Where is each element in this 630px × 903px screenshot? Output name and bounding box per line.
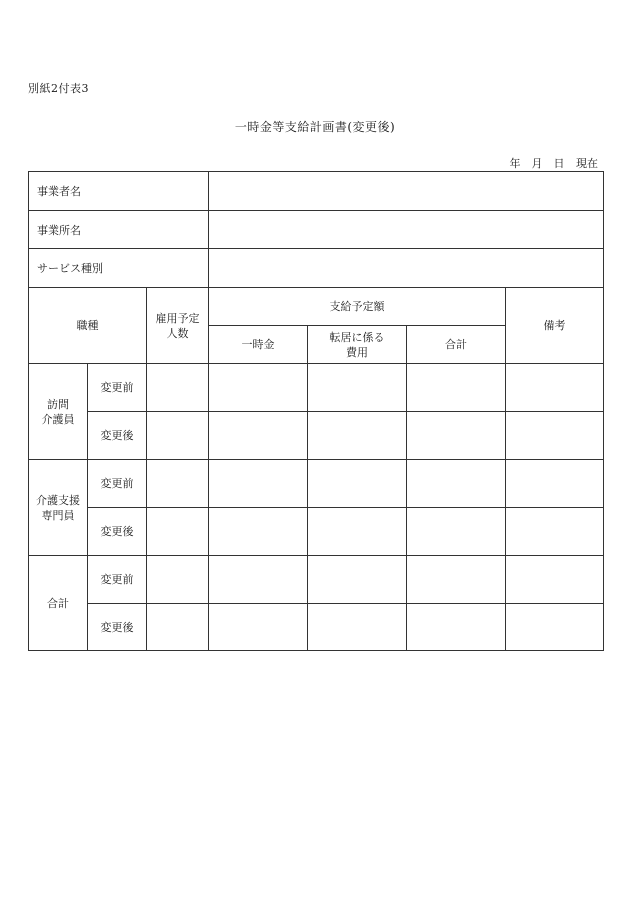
subtotal-cell[interactable] xyxy=(407,604,506,651)
lump-sum-cell[interactable] xyxy=(209,364,308,412)
remarks-cell[interactable] xyxy=(506,604,604,651)
table-row xyxy=(29,508,604,556)
subtotal-cell[interactable] xyxy=(407,412,506,460)
business-name-row xyxy=(29,172,604,211)
relocation-cost-header: 転居に係る 費用 xyxy=(308,326,407,364)
before-change-label: 変更前 xyxy=(88,460,147,508)
relocation-cost-cell[interactable] xyxy=(308,460,407,508)
service-type-field[interactable] xyxy=(209,249,604,288)
business-name-field[interactable] xyxy=(209,172,604,211)
planned-hires-cell[interactable] xyxy=(147,460,209,508)
remarks-cell[interactable] xyxy=(506,460,604,508)
remarks-cell[interactable] xyxy=(506,508,604,556)
lump-sum-cell[interactable] xyxy=(209,412,308,460)
before-change-label: 変更前 xyxy=(88,556,147,604)
relocation-cost-cell[interactable] xyxy=(308,364,407,412)
after-change-label: 変更後 xyxy=(88,508,147,556)
planned-hires-cell[interactable] xyxy=(147,604,209,651)
planned-hires-cell[interactable] xyxy=(147,412,209,460)
office-name-field[interactable] xyxy=(209,211,604,249)
remarks-cell[interactable] xyxy=(506,556,604,604)
service-type-row xyxy=(29,249,604,288)
job-type-header: 職種 xyxy=(29,288,147,364)
remarks-cell[interactable] xyxy=(506,364,604,412)
relocation-cost-cell[interactable] xyxy=(308,556,407,604)
planned-payment-header: 支給予定額 xyxy=(209,288,506,326)
lump-sum-cell[interactable] xyxy=(209,508,308,556)
document-reference: 別紙2付表3 xyxy=(28,82,89,95)
relocation-cost-cell[interactable] xyxy=(308,412,407,460)
header-row-1 xyxy=(29,288,604,326)
job-group-label: 介護支援 専門員 xyxy=(29,460,88,556)
lump-sum-cell[interactable] xyxy=(209,460,308,508)
planned-hires-cell[interactable] xyxy=(147,508,209,556)
relocation-cost-cell[interactable] xyxy=(308,604,407,651)
lump-sum-header: 一時金 xyxy=(209,326,308,364)
date-line: 年 月 日 現在 xyxy=(509,157,598,170)
subtotal-header: 合計 xyxy=(407,326,506,364)
plan-form-table xyxy=(28,171,604,651)
lump-sum-cell[interactable] xyxy=(209,556,308,604)
job-group-label: 訪問 介護員 xyxy=(29,364,88,460)
job-group-label: 合計 xyxy=(29,556,88,651)
office-name-label: 事業所名 xyxy=(29,211,209,249)
table-row xyxy=(29,460,604,508)
remarks-cell[interactable] xyxy=(506,412,604,460)
table-row xyxy=(29,364,604,412)
subtotal-cell[interactable] xyxy=(407,364,506,412)
subtotal-cell[interactable] xyxy=(407,556,506,604)
business-name-label: 事業者名 xyxy=(29,172,209,211)
table-row xyxy=(29,604,604,651)
table-row xyxy=(29,556,604,604)
table-row xyxy=(29,412,604,460)
before-change-label: 変更前 xyxy=(88,364,147,412)
remarks-header: 備考 xyxy=(506,288,604,364)
document-title: 一時金等支給計画書(変更後) xyxy=(234,120,396,134)
subtotal-cell[interactable] xyxy=(407,460,506,508)
service-type-label: サービス種別 xyxy=(29,249,209,288)
office-name-row xyxy=(29,211,604,249)
subtotal-cell[interactable] xyxy=(407,508,506,556)
planned-hires-header: 雇用予定 人数 xyxy=(147,288,209,364)
lump-sum-cell[interactable] xyxy=(209,604,308,651)
after-change-label: 変更後 xyxy=(88,604,147,651)
planned-hires-cell[interactable] xyxy=(147,364,209,412)
after-change-label: 変更後 xyxy=(88,412,147,460)
relocation-cost-cell[interactable] xyxy=(308,508,407,556)
planned-hires-cell[interactable] xyxy=(147,556,209,604)
